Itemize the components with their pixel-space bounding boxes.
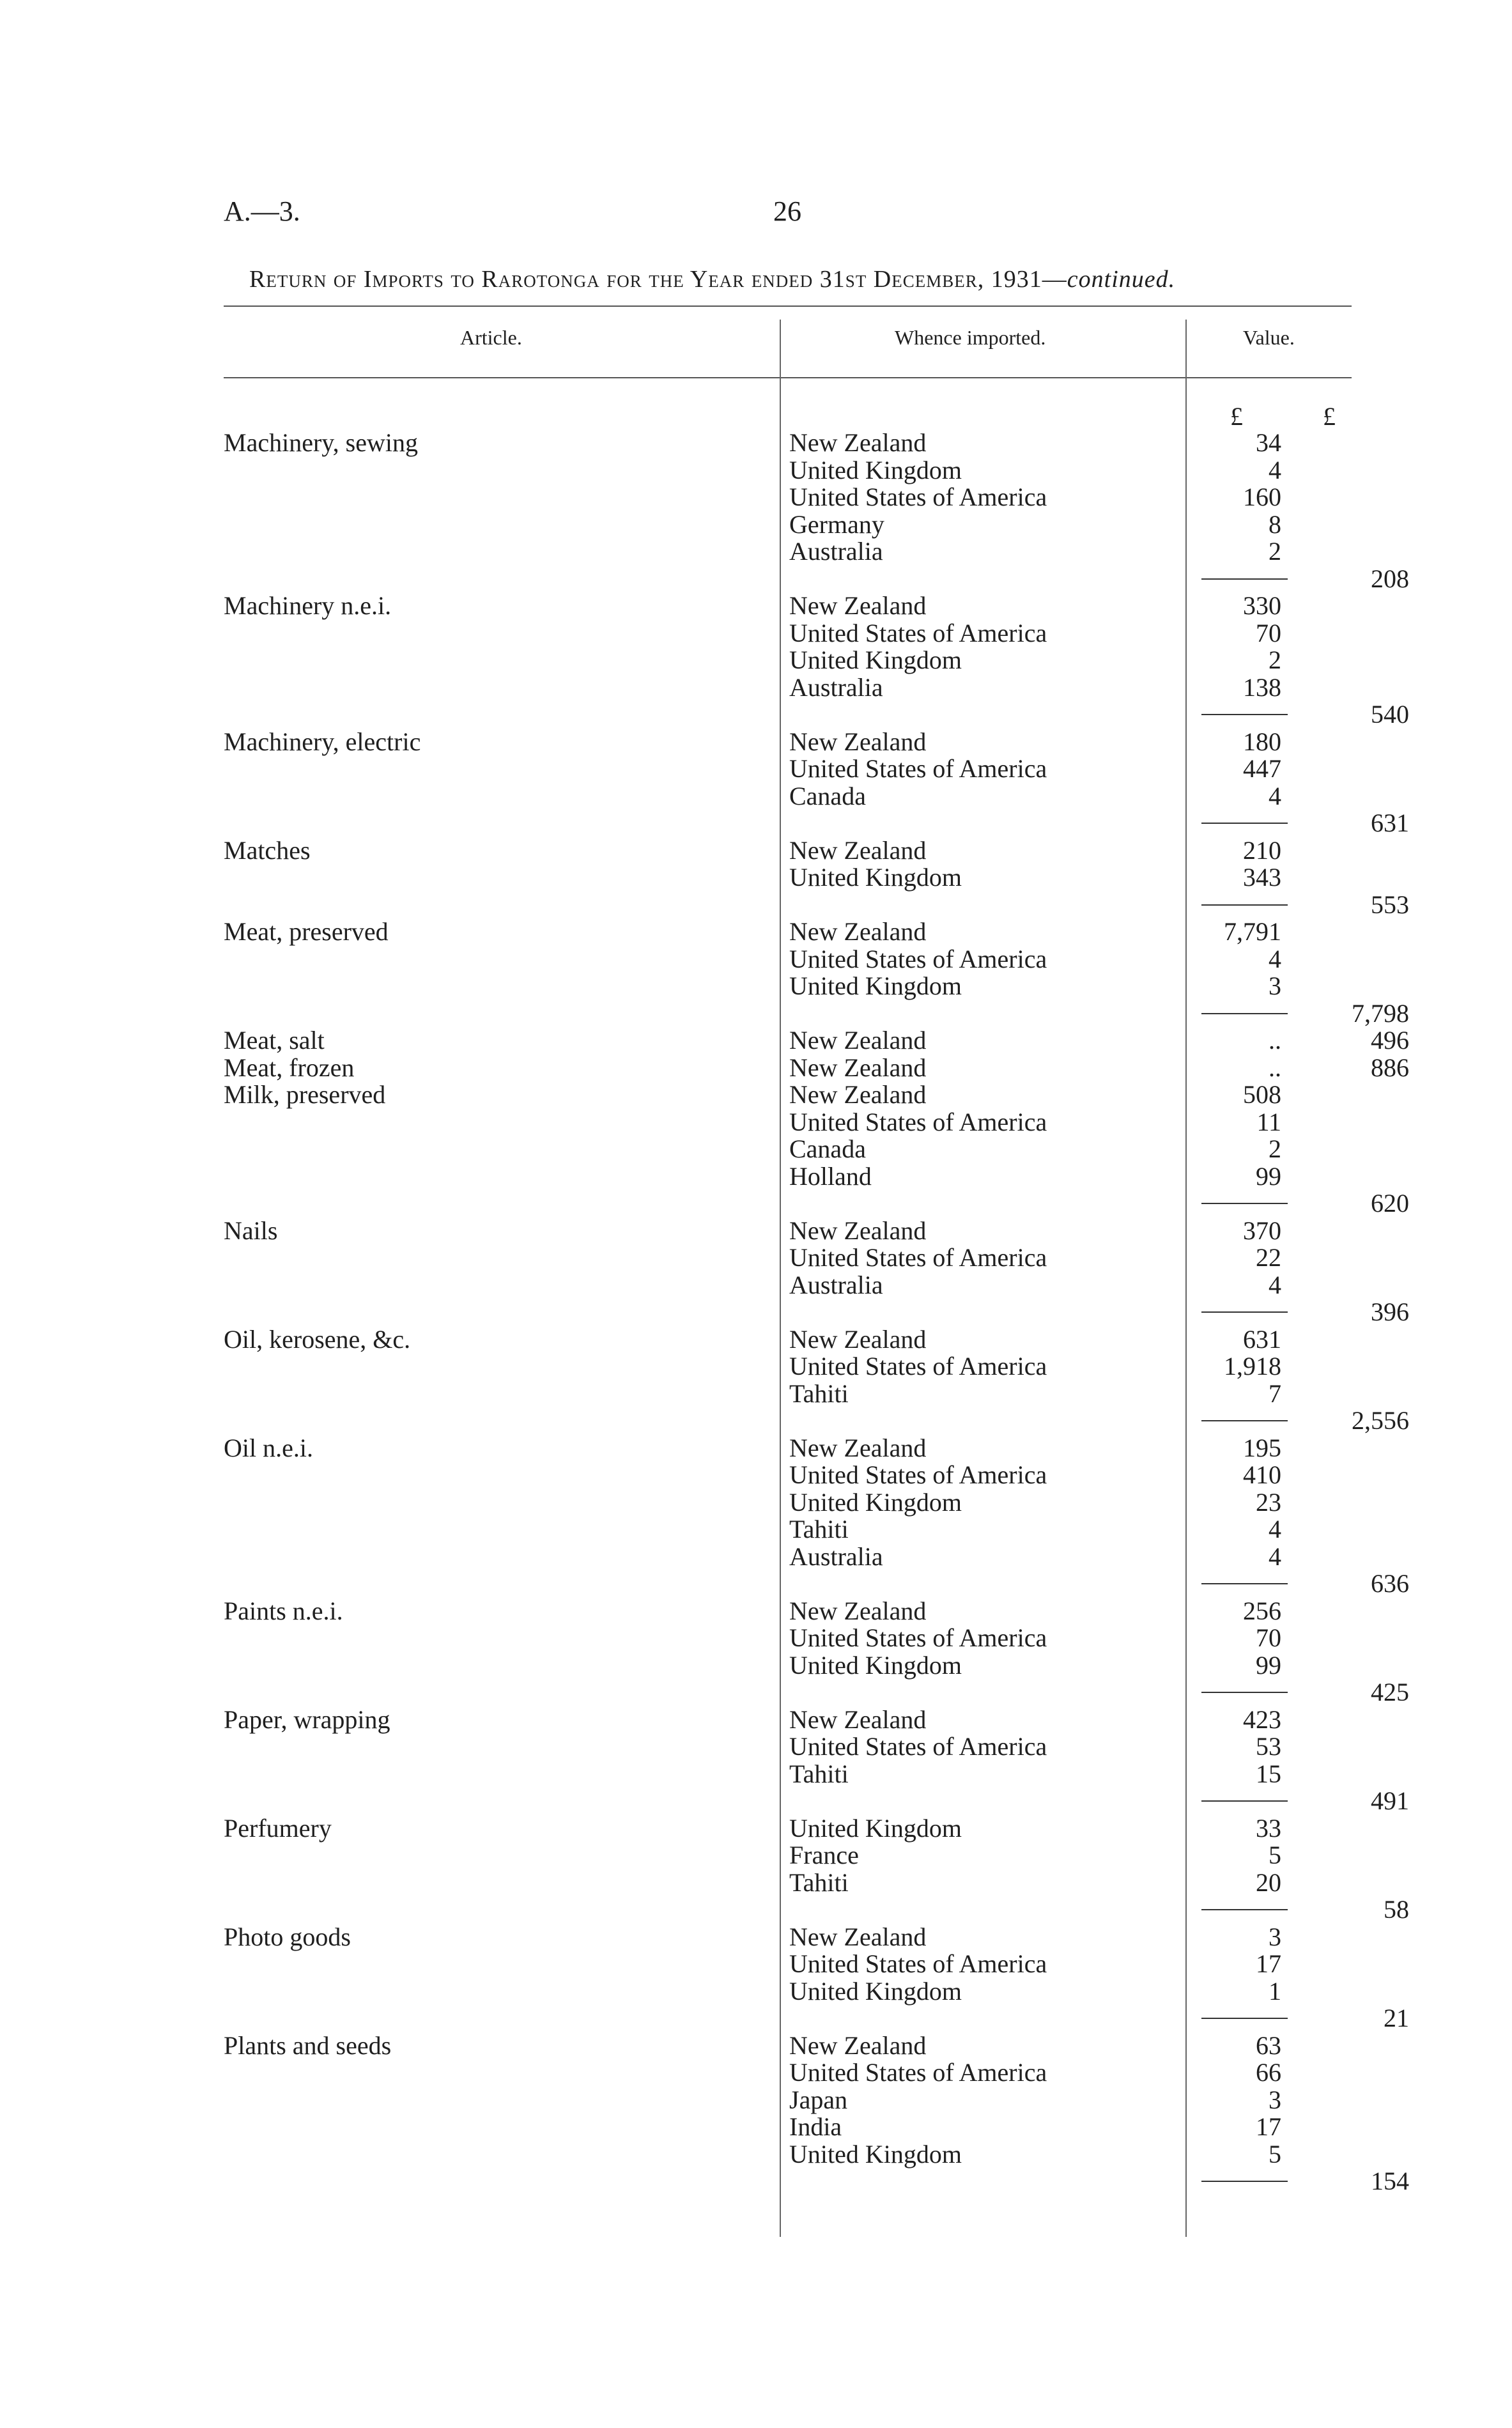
subtotal-rule bbox=[1201, 2018, 1288, 2019]
itemized-value: 508 bbox=[1243, 1080, 1281, 1109]
group-total: 553 bbox=[1371, 890, 1409, 919]
itemized-value: 53 bbox=[1256, 1732, 1281, 1761]
country-name: United States of America bbox=[789, 944, 1047, 973]
country-name: United States of America bbox=[789, 1949, 1047, 1978]
table-row bbox=[224, 1380, 1352, 1408]
country-name: Australia bbox=[789, 1542, 883, 1571]
country-name: United Kingdom bbox=[789, 1976, 962, 2006]
subtotal-rule bbox=[1201, 1203, 1288, 1204]
itemized-value: 160 bbox=[1243, 483, 1281, 511]
subtotal-row bbox=[224, 808, 1409, 837]
itemized-value: 343 bbox=[1243, 863, 1281, 892]
itemized-value: 70 bbox=[1256, 618, 1281, 647]
table-row bbox=[224, 1081, 1352, 1109]
itemized-value: 17 bbox=[1256, 1949, 1281, 1978]
itemized-value: 3 bbox=[1269, 971, 1281, 1000]
table-row bbox=[224, 2087, 1352, 2114]
article-name: Plants and seeds bbox=[224, 2030, 392, 2060]
table-row bbox=[224, 2141, 1352, 2169]
country-name: New Zealand bbox=[789, 2030, 927, 2060]
table-row bbox=[224, 729, 1352, 756]
table-row bbox=[224, 620, 1352, 647]
country-name: Canada bbox=[789, 781, 866, 810]
table-row bbox=[224, 511, 1352, 539]
country-name: Tahiti bbox=[789, 1379, 849, 1408]
article-name: Machinery, electric bbox=[224, 727, 421, 756]
itemized-value: 17 bbox=[1256, 2112, 1281, 2141]
country-name: New Zealand bbox=[789, 835, 927, 865]
table-row bbox=[224, 1326, 1352, 1354]
itemized-value: 33 bbox=[1256, 1813, 1281, 1843]
article-name: Oil n.e.i. bbox=[224, 1433, 313, 1462]
article-name: Paints n.e.i. bbox=[224, 1596, 343, 1625]
subtotal-rule bbox=[1201, 1420, 1288, 1421]
article-name: Nails bbox=[224, 1216, 278, 1245]
subtotal-row bbox=[224, 700, 1409, 729]
country-name: New Zealand bbox=[789, 1922, 927, 1951]
table-row bbox=[224, 1978, 1352, 2006]
itemized-value: 423 bbox=[1243, 1705, 1281, 1734]
country-name: Canada bbox=[789, 1134, 866, 1163]
itemized-value: 5 bbox=[1269, 2139, 1281, 2169]
subtotal-rule bbox=[1201, 904, 1288, 906]
table-row bbox=[224, 1026, 1409, 1055]
country-name: New Zealand bbox=[789, 1705, 927, 1734]
subtotal-row bbox=[224, 1406, 1409, 1435]
article-name: Machinery n.e.i. bbox=[224, 591, 392, 620]
country-name: United States of America bbox=[789, 483, 1047, 511]
group-total: 58 bbox=[1384, 1895, 1409, 1924]
itemized-value: 7,791 bbox=[1224, 917, 1281, 946]
table-row bbox=[224, 1136, 1352, 1163]
itemized-value: 447 bbox=[1243, 754, 1281, 783]
country-name: United States of America bbox=[789, 1352, 1047, 1380]
table-row bbox=[224, 1652, 1352, 1680]
imports-table bbox=[224, 428, 1409, 2195]
table-row bbox=[224, 1869, 1352, 1897]
group-total: 496 bbox=[1371, 1026, 1409, 1055]
itemized-value: 138 bbox=[1243, 672, 1281, 702]
itemized-value: 4 bbox=[1269, 781, 1281, 810]
subtotal-rule bbox=[1201, 1909, 1288, 1910]
group-total: 7,798 bbox=[1352, 998, 1409, 1028]
group-total: 886 bbox=[1371, 1053, 1409, 1082]
country-name: Holland bbox=[789, 1161, 872, 1191]
subtotal-row bbox=[224, 2004, 1409, 2032]
country-name: Australia bbox=[789, 1270, 883, 1299]
table-row bbox=[224, 592, 1352, 620]
group-total: 540 bbox=[1371, 700, 1409, 729]
subtotal-row bbox=[224, 1786, 1409, 1815]
country-name: United Kingdom bbox=[789, 971, 962, 1000]
group-total: 636 bbox=[1371, 1569, 1409, 1598]
itemized-value: 5 bbox=[1269, 1841, 1281, 1869]
country-name: United Kingdom bbox=[789, 1813, 962, 1843]
table-row bbox=[224, 538, 1352, 566]
country-name: New Zealand bbox=[789, 591, 927, 620]
country-name: United States of America bbox=[789, 1732, 1047, 1761]
table-row bbox=[224, 457, 1352, 484]
country-name: United Kingdom bbox=[789, 1650, 962, 1680]
table-row bbox=[224, 1733, 1352, 1761]
country-name: France bbox=[789, 1841, 859, 1869]
table-row bbox=[224, 946, 1352, 973]
table-row bbox=[224, 973, 1352, 1000]
itemized-value: .. bbox=[1269, 1053, 1281, 1082]
itemized-value: 2 bbox=[1269, 1134, 1281, 1163]
table-row bbox=[224, 1163, 1352, 1191]
table-row bbox=[224, 1109, 1352, 1136]
table-row bbox=[224, 1218, 1352, 1245]
table-row bbox=[224, 1951, 1352, 1978]
country-name: Tahiti bbox=[789, 1759, 849, 1788]
country-name: United States of America bbox=[789, 2058, 1047, 2087]
group-total: 396 bbox=[1371, 1297, 1409, 1326]
title-main: Return of Imports to Rarotonga for the Year ended 31st December, 1931— bbox=[249, 266, 1067, 293]
table-row bbox=[224, 1543, 1352, 1571]
article-name: Meat, preserved bbox=[224, 917, 389, 946]
table-row bbox=[224, 674, 1352, 702]
country-name: New Zealand bbox=[789, 1433, 927, 1462]
itemized-value: 63 bbox=[1256, 2030, 1281, 2060]
country-name: New Zealand bbox=[789, 1216, 927, 1245]
subtotal-row bbox=[224, 1569, 1409, 1598]
itemized-value: 370 bbox=[1243, 1216, 1281, 1245]
subtotal-rule bbox=[1201, 2181, 1288, 2182]
header-top-rule bbox=[224, 305, 1352, 307]
itemized-value: 4 bbox=[1269, 944, 1281, 973]
subtotal-row bbox=[224, 2167, 1409, 2195]
table-row bbox=[224, 918, 1352, 946]
itemized-value: 1,918 bbox=[1224, 1352, 1281, 1380]
subtotal-row bbox=[224, 1297, 1409, 1326]
itemized-value: 180 bbox=[1243, 727, 1281, 756]
subtotal-rule bbox=[1201, 1311, 1288, 1313]
table-row bbox=[224, 2114, 1352, 2141]
table-row bbox=[224, 1489, 1352, 1517]
title-continued: continued. bbox=[1067, 266, 1176, 293]
country-name: New Zealand bbox=[789, 727, 927, 756]
table-row bbox=[224, 1815, 1352, 1843]
itemized-value: 2 bbox=[1269, 537, 1281, 566]
itemized-value: 99 bbox=[1256, 1161, 1281, 1191]
table-row bbox=[224, 1842, 1352, 1869]
article-name: Perfumery bbox=[224, 1813, 332, 1843]
country-name: United Kingdom bbox=[789, 2139, 962, 2169]
itemized-value: 11 bbox=[1256, 1107, 1281, 1136]
country-name: Australia bbox=[789, 672, 883, 702]
country-name: United Kingdom bbox=[789, 1487, 962, 1517]
itemized-value: 195 bbox=[1243, 1433, 1281, 1462]
country-name: New Zealand bbox=[789, 1596, 927, 1625]
itemized-value: 4 bbox=[1269, 455, 1281, 484]
unit-pound-itemized: £ bbox=[1230, 402, 1243, 431]
column-header-whence: Whence imported. bbox=[895, 326, 1046, 349]
table-row bbox=[224, 484, 1352, 511]
itemized-value: 34 bbox=[1256, 428, 1281, 457]
itemized-value: 2 bbox=[1269, 646, 1281, 674]
table-row bbox=[224, 1244, 1352, 1272]
page-number: 26 bbox=[773, 196, 801, 227]
country-name: New Zealand bbox=[789, 1026, 927, 1055]
subtotal-row bbox=[224, 890, 1409, 919]
subtotal-rule bbox=[1201, 1692, 1288, 1693]
itemized-value: 4 bbox=[1269, 1270, 1281, 1299]
table-row bbox=[224, 837, 1352, 865]
column-header-value: Value. bbox=[1243, 326, 1295, 349]
table-title bbox=[249, 265, 1175, 293]
itemized-value: 1 bbox=[1269, 1976, 1281, 2006]
article-name: Machinery, sewing bbox=[224, 428, 418, 457]
subtotal-rule bbox=[1201, 823, 1288, 824]
country-name: Tahiti bbox=[789, 1867, 849, 1897]
country-name: United States of America bbox=[789, 618, 1047, 647]
country-name: Japan bbox=[789, 2085, 848, 2114]
table-row bbox=[224, 864, 1352, 892]
table-row bbox=[224, 1435, 1352, 1462]
country-name: New Zealand bbox=[789, 917, 927, 946]
itemized-value: 410 bbox=[1243, 1460, 1281, 1489]
country-name: United Kingdom bbox=[789, 863, 962, 892]
subtotal-row bbox=[224, 1895, 1409, 1924]
itemized-value: 99 bbox=[1256, 1650, 1281, 1680]
group-total: 208 bbox=[1371, 564, 1409, 593]
country-name: Australia bbox=[789, 537, 883, 566]
header-bottom-rule bbox=[224, 377, 1352, 378]
subtotal-row bbox=[224, 1189, 1409, 1218]
table-row bbox=[224, 647, 1352, 674]
table-row bbox=[224, 1761, 1352, 1788]
country-name: United States of America bbox=[789, 754, 1047, 783]
subtotal-row bbox=[224, 1678, 1409, 1706]
group-total: 2,556 bbox=[1352, 1406, 1409, 1435]
table-row bbox=[224, 1516, 1352, 1543]
itemized-value: 7 bbox=[1269, 1379, 1281, 1408]
subtotal-rule bbox=[1201, 714, 1288, 715]
itemized-value: 3 bbox=[1269, 1922, 1281, 1951]
country-name: New Zealand bbox=[789, 1080, 927, 1109]
itemized-value: 70 bbox=[1256, 1623, 1281, 1652]
subtotal-rule bbox=[1201, 578, 1288, 580]
article-name: Milk, preserved bbox=[224, 1080, 386, 1109]
article-name: Oil, kerosene, &c. bbox=[224, 1324, 411, 1354]
country-name: United States of America bbox=[789, 1243, 1047, 1272]
country-name: United States of America bbox=[789, 1107, 1047, 1136]
country-name: Germany bbox=[789, 509, 884, 539]
itemized-value: 66 bbox=[1256, 2058, 1281, 2087]
article-name: Meat, frozen bbox=[224, 1053, 355, 1082]
itemized-value: 330 bbox=[1243, 591, 1281, 620]
table-row bbox=[224, 1924, 1352, 1951]
table-row bbox=[224, 1053, 1409, 1082]
article-name: Matches bbox=[224, 835, 311, 865]
group-total: 425 bbox=[1371, 1678, 1409, 1706]
country-name: India bbox=[789, 2112, 842, 2141]
country-name: United Kingdom bbox=[789, 646, 962, 674]
group-total: 631 bbox=[1371, 808, 1409, 837]
itemized-value: 631 bbox=[1243, 1324, 1281, 1354]
itemized-value: 4 bbox=[1269, 1515, 1281, 1543]
table-row bbox=[224, 1353, 1352, 1380]
itemized-value: 8 bbox=[1269, 509, 1281, 539]
country-name: New Zealand bbox=[789, 1053, 927, 1082]
table-row bbox=[224, 1625, 1352, 1652]
document-reference: A.—3. bbox=[224, 196, 300, 227]
subtotal-row bbox=[224, 564, 1409, 593]
subtotal-rule bbox=[1201, 1013, 1288, 1014]
subtotal-rule bbox=[1201, 1583, 1288, 1584]
itemized-value: 4 bbox=[1269, 1542, 1281, 1571]
subtotal-row bbox=[224, 998, 1409, 1028]
group-total: 154 bbox=[1371, 2167, 1409, 2195]
country-name: New Zealand bbox=[789, 428, 927, 457]
table-row bbox=[224, 2032, 1352, 2060]
itemized-value: 15 bbox=[1256, 1759, 1281, 1788]
table-row bbox=[224, 1706, 1352, 1734]
itemized-value: 3 bbox=[1269, 2085, 1281, 2114]
country-name: United States of America bbox=[789, 1460, 1047, 1489]
itemized-value: 20 bbox=[1256, 1867, 1281, 1897]
country-name: United Kingdom bbox=[789, 455, 962, 484]
itemized-value: 23 bbox=[1256, 1487, 1281, 1517]
table-row bbox=[224, 429, 1352, 457]
group-total: 491 bbox=[1371, 1786, 1409, 1815]
table-row bbox=[224, 1598, 1352, 1625]
group-total: 21 bbox=[1384, 2004, 1409, 2032]
country-name: New Zealand bbox=[789, 1324, 927, 1354]
itemized-value: .. bbox=[1269, 1026, 1281, 1055]
group-total: 620 bbox=[1371, 1189, 1409, 1218]
column-header-article: Article. bbox=[460, 326, 522, 349]
article-name: Paper, wrapping bbox=[224, 1705, 390, 1734]
table-row bbox=[224, 783, 1352, 810]
table-row bbox=[224, 2059, 1352, 2087]
subtotal-rule bbox=[1201, 1800, 1288, 1802]
unit-pound-total: £ bbox=[1323, 402, 1336, 431]
itemized-value: 256 bbox=[1243, 1596, 1281, 1625]
table-row bbox=[224, 1462, 1352, 1489]
itemized-value: 22 bbox=[1256, 1243, 1281, 1272]
itemized-value: 210 bbox=[1243, 835, 1281, 865]
country-name: Tahiti bbox=[789, 1515, 849, 1543]
country-name: United States of America bbox=[789, 1623, 1047, 1652]
table-row bbox=[224, 755, 1352, 783]
table-row bbox=[224, 1272, 1352, 1299]
article-name: Photo goods bbox=[224, 1922, 351, 1951]
article-name: Meat, salt bbox=[224, 1026, 325, 1055]
